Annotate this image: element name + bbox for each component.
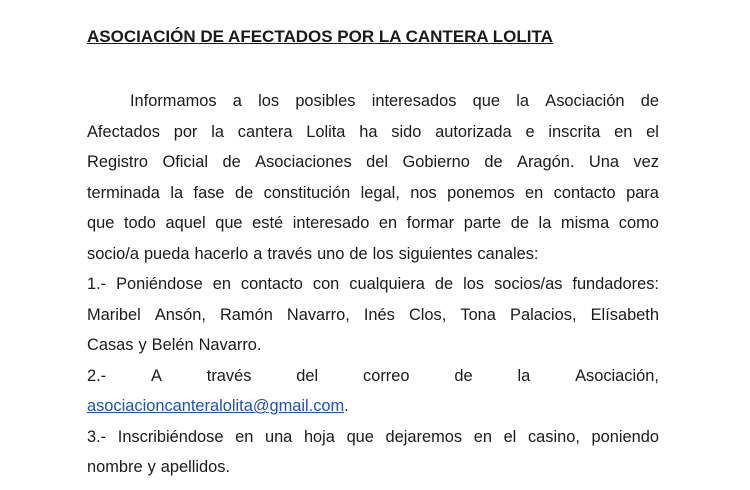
- email-period: .: [344, 397, 349, 415]
- word: Informamos: [130, 92, 217, 110]
- word: parte: [463, 214, 502, 232]
- paragraph-line-3: [87, 147, 659, 178]
- word: Aragón.: [517, 153, 575, 171]
- word: uno: [317, 244, 345, 263]
- word: constitución: [263, 183, 351, 202]
- word: inscrita: [548, 122, 601, 141]
- word: los: [372, 244, 394, 263]
- word: a: [232, 92, 242, 110]
- word: autorizada: [435, 122, 512, 141]
- line-text: [87, 422, 659, 453]
- word: de: [510, 214, 529, 232]
- word: través: [267, 244, 313, 263]
- word: 1.-: [87, 275, 107, 293]
- word: socio/a: [87, 244, 139, 263]
- word: hoja: [303, 427, 335, 446]
- word: la: [211, 122, 224, 141]
- word: nos: [410, 183, 437, 202]
- word: fase: [193, 183, 225, 202]
- word: el: [503, 427, 517, 446]
- word: la: [170, 183, 184, 202]
- email-link[interactable]: asociacioncanteralolita@gmail.com: [87, 397, 345, 415]
- word: los: [258, 92, 280, 110]
- word: Asociación: [545, 92, 625, 110]
- word: en: [378, 214, 398, 232]
- word: vez: [633, 153, 659, 171]
- word: en: [525, 183, 544, 202]
- word: la: [516, 92, 530, 110]
- word: dejaremos: [385, 427, 463, 446]
- word: una: [264, 427, 293, 446]
- paragraph-line-4: [87, 178, 659, 209]
- word: aquel: [165, 214, 206, 232]
- line-text: [87, 452, 659, 483]
- word: para: [626, 183, 659, 202]
- word: Belén: [151, 336, 194, 354]
- word: Lolita: [306, 122, 346, 141]
- word: y: [147, 458, 156, 476]
- word: Ramón: [219, 305, 273, 324]
- list-item-1-line-3: [87, 330, 659, 361]
- word: que: [346, 427, 374, 446]
- document-body: [87, 86, 659, 483]
- line-text: [87, 117, 659, 148]
- word: y: [138, 336, 147, 354]
- word: Ansón,: [154, 305, 206, 324]
- word: posibles: [295, 92, 356, 110]
- word: Asociaciones: [255, 153, 352, 171]
- word: en: [235, 427, 254, 446]
- word: Gobierno: [402, 153, 470, 171]
- word: en: [473, 427, 492, 446]
- word: Tona: [460, 305, 496, 324]
- document-title: ASOCIACIÓN DE AFECTADOS POR LA CANTERA LOLITA: [87, 27, 553, 46]
- word: pueda: [143, 244, 190, 263]
- word: 2.-: [87, 366, 107, 385]
- word: misma: [560, 214, 610, 232]
- word: Afectados: [87, 122, 160, 141]
- word: fundadores:: [572, 275, 659, 293]
- word: e: [525, 122, 535, 141]
- word: Clos,: [408, 305, 447, 324]
- word: socios/as: [494, 275, 563, 293]
- word: la: [538, 214, 552, 232]
- word: nombre: [87, 458, 143, 476]
- line-text: [87, 361, 659, 392]
- list-item-2-line-1: [87, 361, 659, 392]
- word: de: [484, 153, 503, 171]
- word: terminada: [87, 183, 160, 202]
- word: en: [212, 275, 231, 293]
- word: de: [454, 366, 473, 385]
- word: en: [614, 122, 633, 141]
- word: Navarro,: [286, 305, 350, 324]
- line-text: [87, 147, 659, 178]
- word: Inscribiéndose: [117, 427, 224, 446]
- line-text: [87, 208, 659, 239]
- line-text: [87, 269, 659, 300]
- word: correo: [363, 366, 410, 385]
- word: el: [646, 122, 659, 141]
- word: formar: [406, 214, 455, 232]
- word: legal,: [360, 183, 400, 202]
- word: Casas: [87, 336, 134, 354]
- word: A: [151, 366, 162, 385]
- word: ponemos: [447, 183, 515, 202]
- list-item-1-line-2: [87, 300, 659, 331]
- word: Poniéndose: [116, 275, 203, 293]
- word: Inés: [363, 305, 395, 324]
- word: siguientes: [398, 244, 473, 263]
- line-text: [87, 300, 659, 331]
- word: todo: [123, 214, 156, 232]
- list-item-3-line-1: [87, 422, 659, 453]
- document-page: [87, 24, 659, 483]
- word: ha: [359, 122, 378, 141]
- paragraph-line-1: [87, 86, 659, 117]
- word: contacto: [553, 183, 616, 202]
- word: Navarro.: [198, 336, 262, 354]
- word: de: [222, 153, 241, 171]
- paragraph-line-5: [87, 208, 659, 239]
- line-text: [130, 86, 659, 117]
- word: a: [253, 244, 263, 263]
- line-text: [87, 330, 659, 361]
- word: Registro: [87, 153, 149, 171]
- word: interesados: [371, 92, 457, 110]
- word: 3.-: [87, 427, 107, 446]
- word: sido: [391, 122, 422, 141]
- word: que: [215, 214, 243, 232]
- word: poniendo: [591, 427, 659, 446]
- word: Una: [588, 153, 619, 171]
- word: apellidos.: [160, 458, 231, 476]
- word: contacto: [240, 275, 303, 293]
- word: cantera: [237, 122, 293, 141]
- word: como: [618, 214, 659, 232]
- word: del: [366, 153, 389, 171]
- word: de: [234, 183, 254, 202]
- word: de: [434, 275, 454, 293]
- word: Oficial: [162, 153, 209, 171]
- word: Palacios,: [510, 305, 577, 324]
- word: casino,: [527, 427, 580, 446]
- word: Maribel: [87, 305, 141, 324]
- line-text: [87, 239, 659, 270]
- word: por: [173, 122, 198, 141]
- word: interesado: [292, 214, 370, 232]
- word: los: [463, 275, 485, 293]
- word: la: [517, 366, 531, 385]
- line-text: [87, 178, 659, 209]
- word: que: [472, 92, 501, 110]
- word: Asociación,: [575, 366, 659, 385]
- word: de: [640, 92, 659, 110]
- paragraph-line-2: [87, 117, 659, 148]
- word: cualquiera: [349, 275, 425, 293]
- word: del: [296, 366, 319, 385]
- word: través: [206, 366, 252, 385]
- word: hacerlo: [194, 244, 249, 263]
- word: Elísabeth: [590, 305, 659, 324]
- paragraph-line-6: [87, 239, 659, 270]
- list-item-1-line-1: [87, 269, 659, 300]
- word: con: [312, 275, 340, 293]
- word: canales:: [477, 244, 539, 263]
- word: esté: [252, 214, 284, 232]
- word: que: [87, 214, 115, 232]
- list-item-2-line-2: [87, 391, 659, 422]
- word: de: [349, 244, 368, 263]
- list-item-3-line-2: [87, 452, 659, 483]
